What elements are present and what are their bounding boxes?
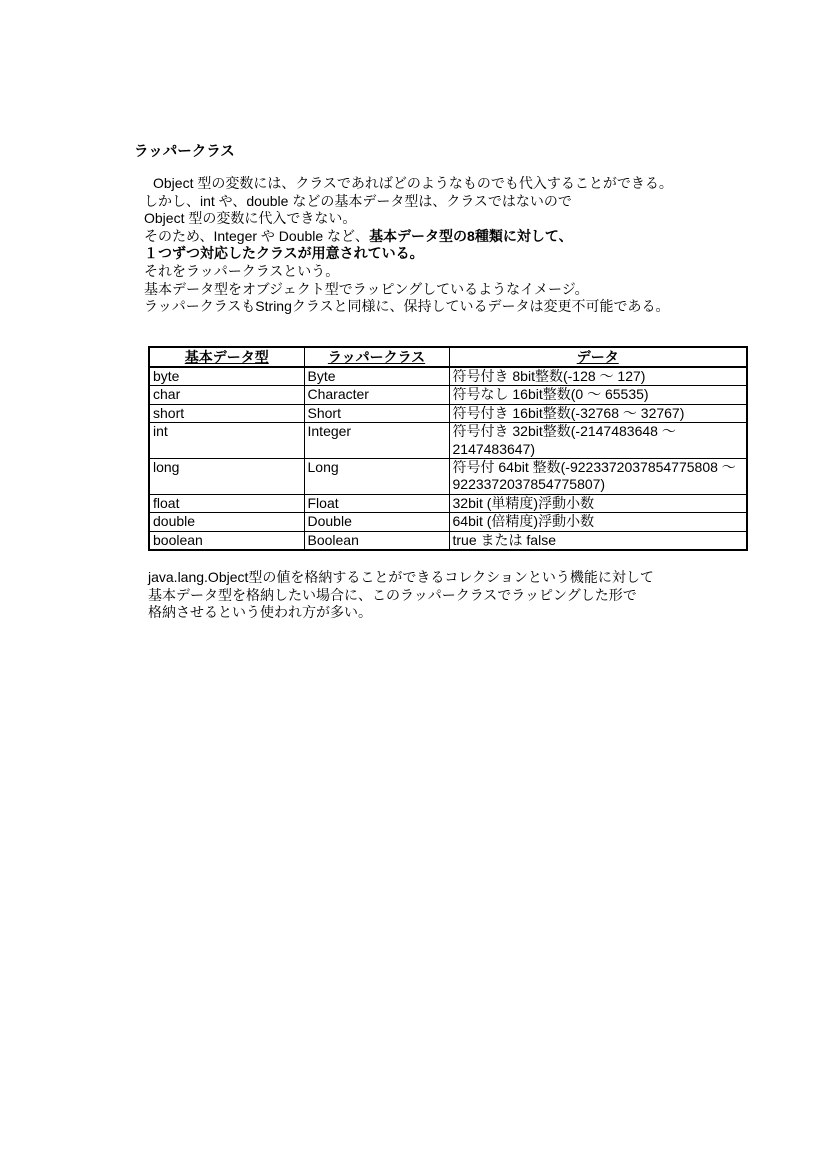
cell-wrapper-class: Float bbox=[304, 494, 449, 512]
cell-data-description: 符号付 64bit 整数(-9223372037854775808 ～ 9223372037854775807) bbox=[449, 459, 747, 495]
cell-primitive-type: short bbox=[149, 404, 304, 422]
cell-wrapper-class: Character bbox=[304, 386, 449, 404]
outro-line: 基本データ型を格納したい場合に、このラッパークラスでラッピングした形で bbox=[148, 586, 637, 603]
outro-line: java.lang.Object型の値を格納することができるコレクションという機能に対して bbox=[148, 569, 654, 585]
table-row bbox=[149, 459, 747, 495]
cell-wrapper-class: Integer bbox=[304, 423, 449, 459]
table-row bbox=[149, 404, 747, 422]
cell-primitive-type: float bbox=[149, 494, 304, 512]
cell-primitive-type: int bbox=[149, 423, 304, 459]
intro-line: それをラッパークラスという。 bbox=[144, 262, 340, 279]
primitive-types-table bbox=[148, 346, 748, 551]
cell-wrapper-class: Short bbox=[304, 404, 449, 422]
outro-line: 格納させるという使われ方が多い。 bbox=[148, 604, 372, 621]
intro-line-bold-text: 基本データ型の8種類に対して、 bbox=[369, 227, 573, 244]
intro-line: 基本データ型をオブジェクト型でラッピングしているようなイメージ。 bbox=[144, 280, 589, 297]
intro-paragraph bbox=[144, 175, 784, 316]
cell-data-description: 符号なし 16bit整数(0 ～ 65535) bbox=[449, 386, 747, 404]
intro-line bbox=[144, 228, 784, 246]
cell-primitive-type: double bbox=[149, 513, 304, 531]
intro-line: １つずつ対応したクラスが用意されている。 bbox=[144, 245, 424, 262]
column-header-data: データ bbox=[449, 347, 747, 367]
table-row bbox=[149, 513, 747, 531]
cell-primitive-type: boolean bbox=[149, 531, 304, 550]
cell-data-description: 符号付き 16bit整数(-32768 ～ 32767) bbox=[449, 404, 747, 422]
cell-wrapper-class: Long bbox=[304, 459, 449, 495]
outro-paragraph bbox=[148, 569, 788, 622]
intro-line-normal-text: そのため、Integer や Double など、 bbox=[144, 227, 370, 244]
cell-data-description: 符号付き 32bit整数(-2147483648 ～ 2147483647) bbox=[449, 423, 747, 459]
cell-data-description: 64bit (倍精度)浮動小数 bbox=[449, 513, 747, 531]
page-title: ラッパークラス bbox=[134, 144, 235, 160]
cell-data-description: 符号付き 8bit整数(-128 ～ 127) bbox=[449, 367, 747, 386]
intro-line: Object 型の変数に代入できない。 bbox=[144, 210, 357, 227]
column-header-wrapper-class: ラッパークラス bbox=[304, 347, 449, 367]
table-row bbox=[149, 423, 747, 459]
table-row bbox=[149, 367, 747, 386]
cell-wrapper-class: Boolean bbox=[304, 531, 449, 550]
table-row bbox=[149, 494, 747, 512]
cell-data-description: true または false bbox=[449, 531, 747, 550]
table-row bbox=[149, 531, 747, 550]
cell-primitive-type: char bbox=[149, 386, 304, 404]
cell-wrapper-class: Double bbox=[304, 513, 449, 531]
cell-primitive-type: byte bbox=[149, 367, 304, 386]
table-row bbox=[149, 386, 747, 404]
column-header-primitive-type: 基本データ型 bbox=[149, 347, 304, 367]
intro-line: ラッパークラスもStringクラスと同様に、保持しているデータは変更不可能である。 bbox=[144, 298, 670, 315]
intro-line: しかし、int や、double などの基本データ型は、クラスではないので bbox=[144, 192, 572, 209]
cell-wrapper-class: Byte bbox=[304, 367, 449, 386]
cell-primitive-type: long bbox=[149, 459, 304, 495]
table-header-row bbox=[149, 347, 747, 367]
intro-line: Object 型の変数には、クラスであればどのようなものでも代入することができる。 bbox=[153, 175, 673, 191]
cell-data-description: 32bit (単精度)浮動小数 bbox=[449, 494, 747, 512]
